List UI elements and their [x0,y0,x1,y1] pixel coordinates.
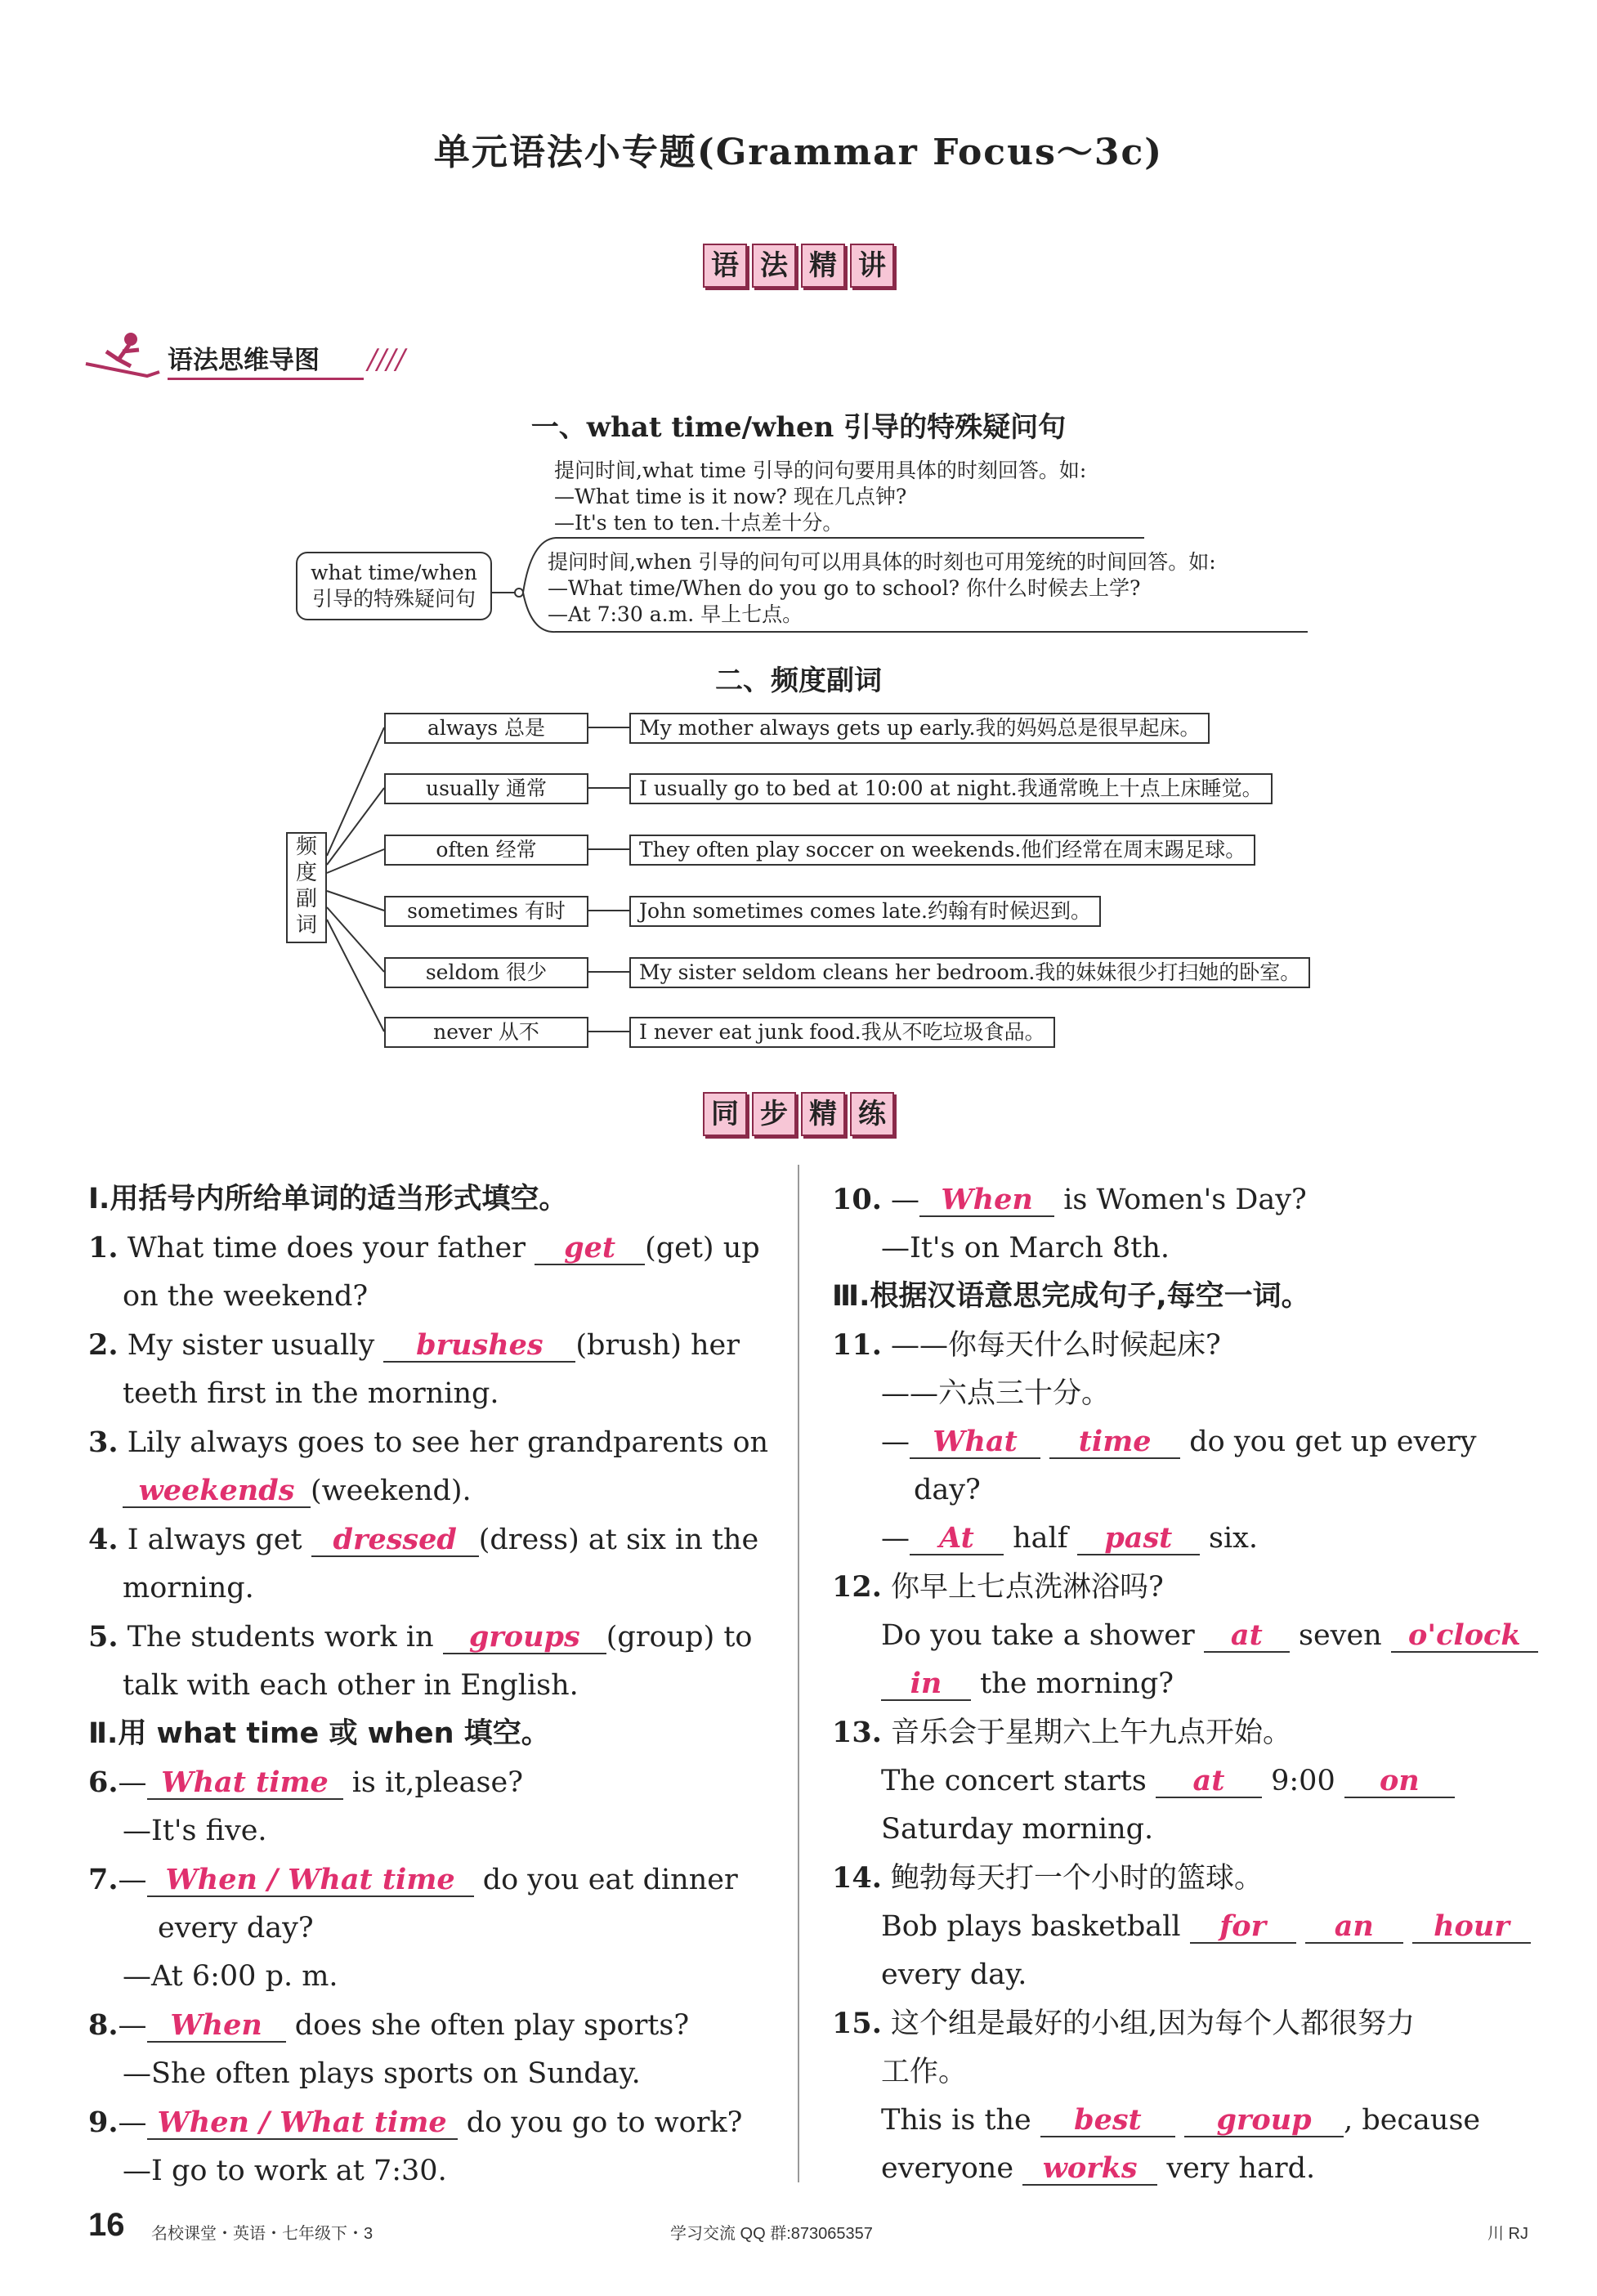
footer-left: 名校课堂・英语・七年级下・3 [151,2225,374,2243]
question-7-reply: —At 6:00 p. m. [123,1960,338,1993]
question-11-cn2: ——六点三十分。 [881,1377,1111,1410]
question-2: 2. My sister usually brushes (brush) her [88,1328,740,1362]
answer-blank[interactable]: At [910,1523,1004,1555]
answer-blank[interactable]: dressed [311,1524,479,1557]
badge-char: 步 [752,1092,796,1136]
footer-right: 川 RJ [1487,2225,1528,2243]
adverb-box: never 从不 [384,1017,588,1048]
section2-heading: 二、频度副词 [715,665,882,697]
answer-blank[interactable]: works [1022,2153,1157,2186]
question-15: 15. 这个组是最好的小组,因为每个人都很努力 [832,2007,1416,2040]
center-char: 副 [295,887,317,911]
question-15-line1: This is the best group , because [881,2103,1481,2137]
example-box: I usually go to bed at 10:00 at night.我通常晚上十点上床睡觉。 [629,773,1273,804]
branch2-line: —What time/When do you go to school? 你什么时候去上学? [548,576,1141,600]
question-14: 14. 鲍勃每天打一个小时的篮球。 [832,1861,1264,1895]
question-12: 12. 你早上七点洗淋浴吗? [832,1570,1164,1604]
branch2-line: —At 7:30 a.m. 早上七点。 [548,602,803,626]
answer-blank[interactable]: time [1049,1426,1180,1459]
answer-blank[interactable]: for [1190,1911,1296,1944]
question-13-line1: The concert starts at 9:00 on [832,1757,1510,1806]
answer-blank[interactable]: o'clock [1391,1620,1538,1653]
question-12-line2: in the morning? [832,1660,1510,1708]
question-11-cont: day? [914,1474,981,1506]
question-10: 10. — When is Women's Day? [832,1183,1307,1216]
page-title: 单元语法小专题(Grammar Focus～3c) [433,132,1164,173]
answer-blank[interactable]: group [1184,2105,1344,2137]
answer-blank[interactable]: What time [147,1767,343,1800]
example-box: My mother always gets up early.我的妈妈总是很早起床。 [629,713,1210,744]
badge-char: 讲 [850,244,894,288]
section1-heading: 一、what time/when 引导的特殊疑问句 [530,411,1067,444]
question-11: 11. ——你每天什么时候起床? [832,1328,1221,1362]
example-box: I never eat junk food.我从不吃垃圾食品。 [629,1017,1055,1048]
question-9-reply: —I go to work at 7:30. [123,2155,447,2187]
branch1-line: 提问时间,what time 引导的问句要用具体的时刻回答。如: [554,459,1087,482]
badge-char: 精 [801,244,845,288]
answer-blank[interactable]: When [919,1184,1054,1217]
answer-blank[interactable]: at [1156,1766,1262,1798]
part2-heading: Ⅱ.用 what time 或 when 填空。 [88,1717,550,1750]
page-number: 16 [88,2207,125,2243]
question-15-cn2: 工作。 [881,2056,968,2088]
branch2 [548,549,1216,628]
question-2-cont: teeth first in the morning. [123,1377,499,1410]
practice-badge [0,1092,1597,1136]
answer-blank[interactable]: at [1204,1620,1290,1653]
branch2-line: 提问时间,when 引导的问句可以用具体的时刻也可用笼统的时间回答。如: [548,550,1216,574]
badge-char: 同 [703,1092,747,1136]
example-box: John sometimes comes late.约翰有时候迟到。 [629,896,1101,927]
question-6: 6.— What time is it,please? [88,1766,523,1799]
question-5: 5. The students work in groups (group) to [88,1620,753,1654]
question-12-line1: Do you take a shower at seven o'clock [832,1612,1510,1660]
center-line: 引导的特殊疑问句 [311,587,476,611]
question-1-cont: on the weekend? [123,1280,369,1313]
badge-char: 精 [801,1092,845,1136]
branch1-line: —What time is it now? 现在几点钟? [554,485,907,508]
adverb-box: always 总是 [384,713,588,744]
center-char: 词 [295,913,317,938]
question-5-cont: talk with each other in English. [123,1669,579,1702]
adverb-box: often 经常 [384,835,588,866]
left-column [88,1175,767,2195]
slash-decoration: //// [368,343,405,376]
center-char: 频 [295,835,317,859]
question-10-reply: —It's on March 8th. [881,1232,1170,1264]
right-column [832,1175,1521,2193]
example-box: My sister seldom cleans her bedroom.我的妹妹很少打扫她的卧室。 [629,957,1310,988]
mindmap-heading: 语法思维导图 [168,346,320,375]
column-divider [798,1165,799,2182]
branch1-line: —It's ten to ten.十点差十分。 [554,511,843,535]
question-7-cont: every day? [158,1912,314,1945]
question-13-cont: Saturday morning. [881,1813,1154,1846]
question-3: 3. Lily always goes to see her grandparents on [88,1425,769,1459]
question-4: 4. I always get dressed (dress) at six in the [88,1523,759,1556]
answer-blank[interactable]: groups [443,1622,606,1654]
question-3-cont: weekends (weekend). [88,1467,767,1515]
question-7: 7.— When / What time do you eat dinner [88,1863,738,1896]
section2-center [286,832,327,943]
part1-heading: Ⅰ.用括号内所给单词的适当形式填空。 [88,1183,568,1215]
answer-blank[interactable]: When [147,2010,286,2043]
center-char: 度 [295,861,317,885]
question-11-line2: — At half past six. [881,1521,1259,1555]
question-11-line1: — What time do you get up every [881,1425,1477,1458]
question-15-line2: everyone works very hard. [881,2151,1316,2185]
question-1: 1. What time does your father get (get) up [88,1231,760,1264]
question-13: 13. 音乐会于星期六上午九点开始。 [832,1716,1292,1749]
question-9: 9.— When / What time do you go to work? [88,2106,743,2139]
answer-blank[interactable]: past [1077,1523,1200,1555]
adverb-box: usually 通常 [384,773,588,804]
answer-blank[interactable]: best [1040,2105,1175,2137]
badge-char: 语 [703,244,747,288]
question-14-cont: every day. [881,1958,1027,1991]
adverb-box: seldom 很少 [384,957,588,988]
answer-blank[interactable]: on [1344,1766,1455,1798]
answer-blank[interactable]: hour [1412,1911,1531,1944]
question-4-cont: morning. [123,1572,254,1605]
part3-heading: Ⅲ.根据汉语意思完成句子,每空一词。 [832,1280,1310,1313]
adverb-box: sometimes 有时 [384,896,588,927]
center-line: what time/when [311,561,477,584]
answer-blank[interactable]: in [881,1668,971,1701]
footer-center: 学习交流 QQ 群:873065357 [670,2225,873,2243]
question-14-line1: Bob plays basketball for an hour [832,1903,1510,1951]
answer-blank[interactable]: get [535,1233,645,1265]
answer-blank[interactable]: What [910,1426,1040,1459]
answer-blank[interactable]: brushes [383,1330,575,1363]
badge-char: 法 [752,244,796,288]
badge-char: 练 [850,1092,894,1136]
question-8-reply: —She often plays sports on Sunday. [123,2057,641,2090]
answer-blank[interactable]: weekends [123,1475,311,1508]
example-box: They often play soccer on weekends.他们经常在周末踢足球。 [629,835,1255,866]
answer-blank[interactable]: When / What time [147,1864,474,1897]
answer-blank[interactable]: When / What time [147,2107,458,2140]
question-6-reply: —It's five. [123,1815,267,1847]
answer-blank[interactable]: an [1305,1911,1403,1944]
question-8: 8.— When does she often play sports? [88,2008,690,2042]
section1-center [296,552,492,620]
